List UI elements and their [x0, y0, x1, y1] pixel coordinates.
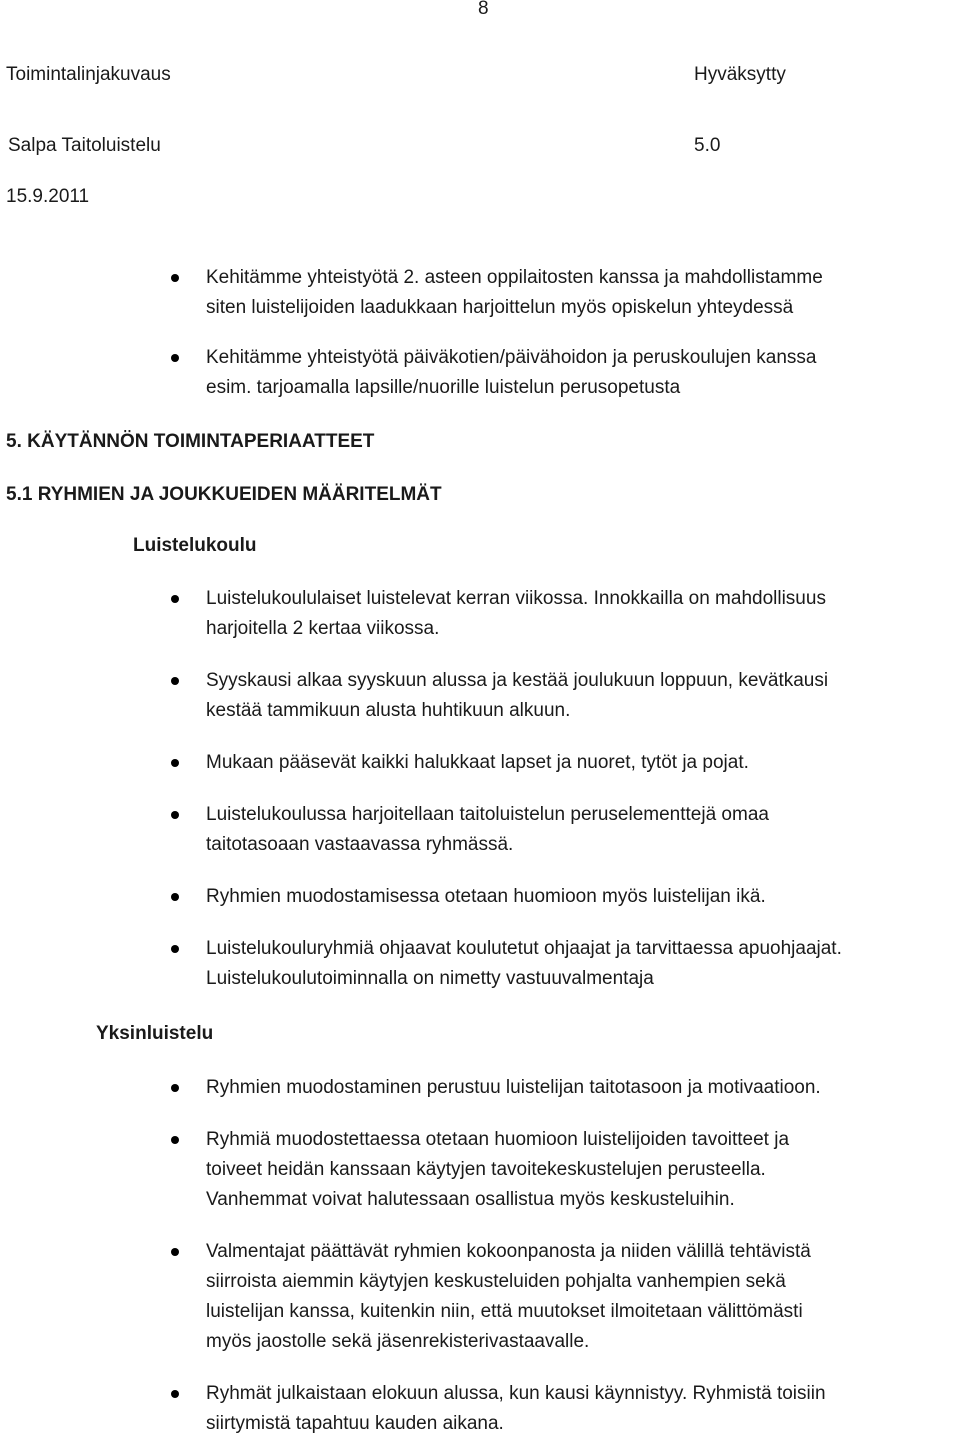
list-item-line: siirroista aiemmin käytyjen keskusteluiden pohjalta vanhempien sekä — [206, 1271, 786, 1292]
list-item — [0, 1125, 960, 1215]
list-item-line: siten luistelijoiden laadukkaan harjoittelun myös opiskelun yhteydessä — [206, 297, 794, 318]
list-item-line: Kehitämme yhteistyötä 2. asteen oppilaitosten kanssa ja mahdollistamme — [206, 267, 823, 288]
version-number: 5.0 — [694, 135, 721, 156]
yksinluistelu-bullet-list — [0, 1073, 960, 1439]
subsection-heading: 5.1 RYHMIEN JA JOUKKUEIDEN MÄÄRITELMÄT — [6, 484, 442, 505]
document-date: 15.9.2011 — [6, 186, 90, 207]
list-item-line: Kehitämme yhteistyötä päiväkotien/päivähoidon ja peruskoulujen kanssa — [206, 347, 817, 368]
list-item-line: myös jaostolle sekä jäsenrekisterivastaavalle. — [206, 1331, 590, 1352]
list-item — [0, 263, 960, 323]
list-item-line: harjoitella 2 kertaa viikossa. — [206, 618, 440, 639]
approval-status: Hyväksytty — [694, 64, 786, 85]
list-item-line: Valmentajat päättävät ryhmien kokoonpanosta ja niiden välillä tehtävistä — [206, 1241, 811, 1262]
list-item — [0, 1073, 960, 1103]
list-item-line: Ryhmät julkaistaan elokuun alussa, kun kausi käynnistyy. Ryhmistä toisiin — [206, 1383, 826, 1404]
document-type: Toimintalinjakuvaus — [6, 64, 171, 85]
list-item-line: Luistelukouluryhmiä ohjaavat koulutetut ohjaajat ja tarvittaessa apuohjaajat. — [206, 938, 842, 959]
luistelukoulu-bullet-list — [0, 584, 960, 994]
list-item — [0, 666, 960, 726]
list-item-line: siirtymistä tapahtuu kauden aikana. — [206, 1413, 504, 1434]
list-item — [0, 800, 960, 860]
list-item-line: Ryhmien muodostaminen perustuu luistelijan taitotasoon ja motivaatioon. — [206, 1077, 821, 1098]
list-item-line: toiveet heidän kanssaan käytyjen tavoitekeskustelujen perusteella. — [206, 1159, 766, 1180]
list-item-line: esim. tarjoamalla lapsille/nuorille luistelun perusopetusta — [206, 377, 681, 398]
list-item-line: Ryhmiä muodostettaessa otetaan huomioon luistelijoiden tavoitteet ja — [206, 1129, 790, 1150]
list-item — [0, 882, 960, 912]
list-item-line: Luistelukoulutoiminnalla on nimetty vastuuvalmentaja — [206, 968, 654, 989]
section-heading: 5. KÄYTÄNNÖN TOIMINTAPERIAATTEET — [6, 431, 375, 452]
list-item-line: Syyskausi alkaa syyskuun alussa ja kestää joulukuun loppuun, kevätkausi — [206, 670, 829, 691]
intro-bullet-list — [0, 263, 960, 403]
list-item — [0, 343, 960, 403]
organization-name: Salpa Taitoluistelu — [8, 135, 161, 156]
list-item-line: luistelijan kanssa, kuitenkin niin, että muutokset ilmoitetaan välittömästi — [206, 1301, 803, 1322]
yksinluistelu-heading: Yksinluistelu — [96, 1023, 214, 1044]
list-item-line: Mukaan pääsevät kaikki halukkaat lapset ja nuoret, tytöt ja pojat. — [206, 752, 749, 773]
list-item — [0, 934, 960, 994]
list-item-line: Ryhmien muodostamisessa otetaan huomioon myös luistelijan ikä. — [206, 886, 766, 907]
list-item-line: Luistelukoululaiset luistelevat kerran viikossa. Innokkailla on mahdollisuus — [206, 588, 826, 609]
list-item — [0, 1379, 960, 1439]
page-number: 8 — [478, 0, 489, 19]
list-item — [0, 584, 960, 644]
list-item — [0, 748, 960, 778]
list-item-line: taitotasoaan vastaavassa ryhmässä. — [206, 834, 514, 855]
list-item — [0, 1237, 960, 1357]
luistelukoulu-heading: Luistelukoulu — [133, 535, 257, 556]
list-item-line: kestää tammikuun alusta huhtikuun alkuun. — [206, 700, 571, 721]
list-item-line: Luistelukoulussa harjoitellaan taitoluistelun peruselementtejä omaa — [206, 804, 769, 825]
list-item-line: Vanhemmat voivat halutessaan osallistua myös keskusteluihin. — [206, 1189, 735, 1210]
